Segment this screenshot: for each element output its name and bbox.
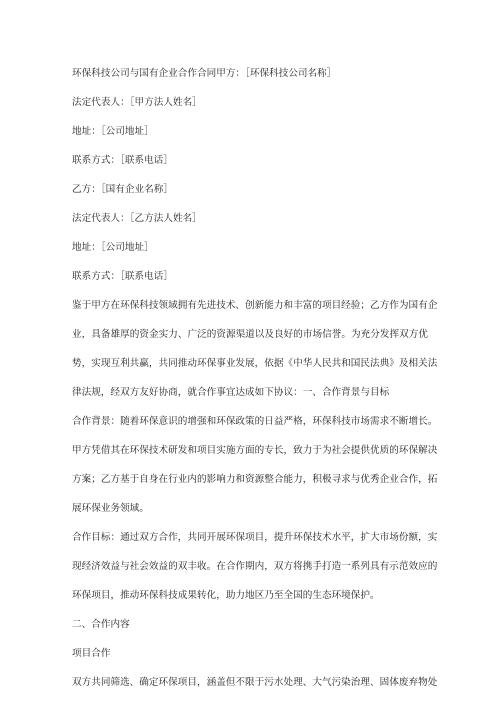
party-a-address: 地址：［公司地址］ — [72, 126, 154, 137]
party-a-contact: 联系方式：［联系电话］ — [72, 155, 173, 166]
preamble-line-2: 业，具备雄厚的资金实力、广泛的资源渠道以及良好的市场信誉。为充分发挥双方优 — [72, 329, 428, 340]
goal-line-3: 环保项目，推动环保科技成果转化，助力地区乃至全国的生态环境保护。 — [72, 590, 380, 601]
contract-title-line: 环保科技公司与国有企业合作合同甲方：［环保科技公司名称］ — [72, 68, 337, 79]
party-b-representative: 法定代表人：［乙方法人姓名］ — [72, 213, 202, 224]
subheading-project-cooperation: 项目合作 — [72, 648, 111, 659]
party-b-name: 乙方：［国有企业名称］ — [72, 184, 173, 195]
section-heading-cooperation: 二、合作内容 — [72, 619, 130, 630]
preamble-line-4: 律法规，经双方友好协商，就合作事宜达成如下协议：一、合作背景与目标 — [72, 387, 390, 398]
background-line-1: 合作背景：随着环保意识的增强和环保政策的日益严格，环保科技市场需求不断增长。 — [72, 416, 438, 427]
background-line-3: 方案；乙方基于自身在行业内的影响力和资源整合能力，积极寻求与优秀企业合作，拓 — [72, 474, 438, 485]
background-line-2: 甲方凭借其在环保技术研发和项目实施方面的专长，致力于为社会提供优质的环保解决 — [72, 445, 438, 456]
party-a-representative: 法定代表人：［甲方法人姓名］ — [72, 97, 202, 108]
party-b-contact: 联系方式：［联系电话］ — [72, 271, 173, 282]
party-b-address: 地址：［公司地址］ — [72, 242, 154, 253]
goal-line-2: 现经济效益与社会效益的双丰收。在合作期内，双方将携手打造一系列具有示范效应的 — [72, 561, 438, 572]
preamble-line-3: 势，实现互利共赢，共同推动环保事业发展，依据《中华人民共和国民法典》及相关法 — [72, 358, 438, 369]
project-line-1: 双方共同筛选、确定环保项目，涵盖但不限于污水处理、大气污染治理、固体废弃物处 — [72, 677, 438, 688]
goal-line-1: 合作目标：通过双方合作，共同开展环保项目，提升环保技术水平，扩大市场份额，实 — [72, 532, 438, 543]
background-line-4: 展环保业务领域。 — [72, 503, 149, 514]
preamble-line-1: 鉴于甲方在环保科技领域拥有先进技术、创新能力和丰富的项目经验；乙方作为国有企 — [72, 300, 438, 311]
